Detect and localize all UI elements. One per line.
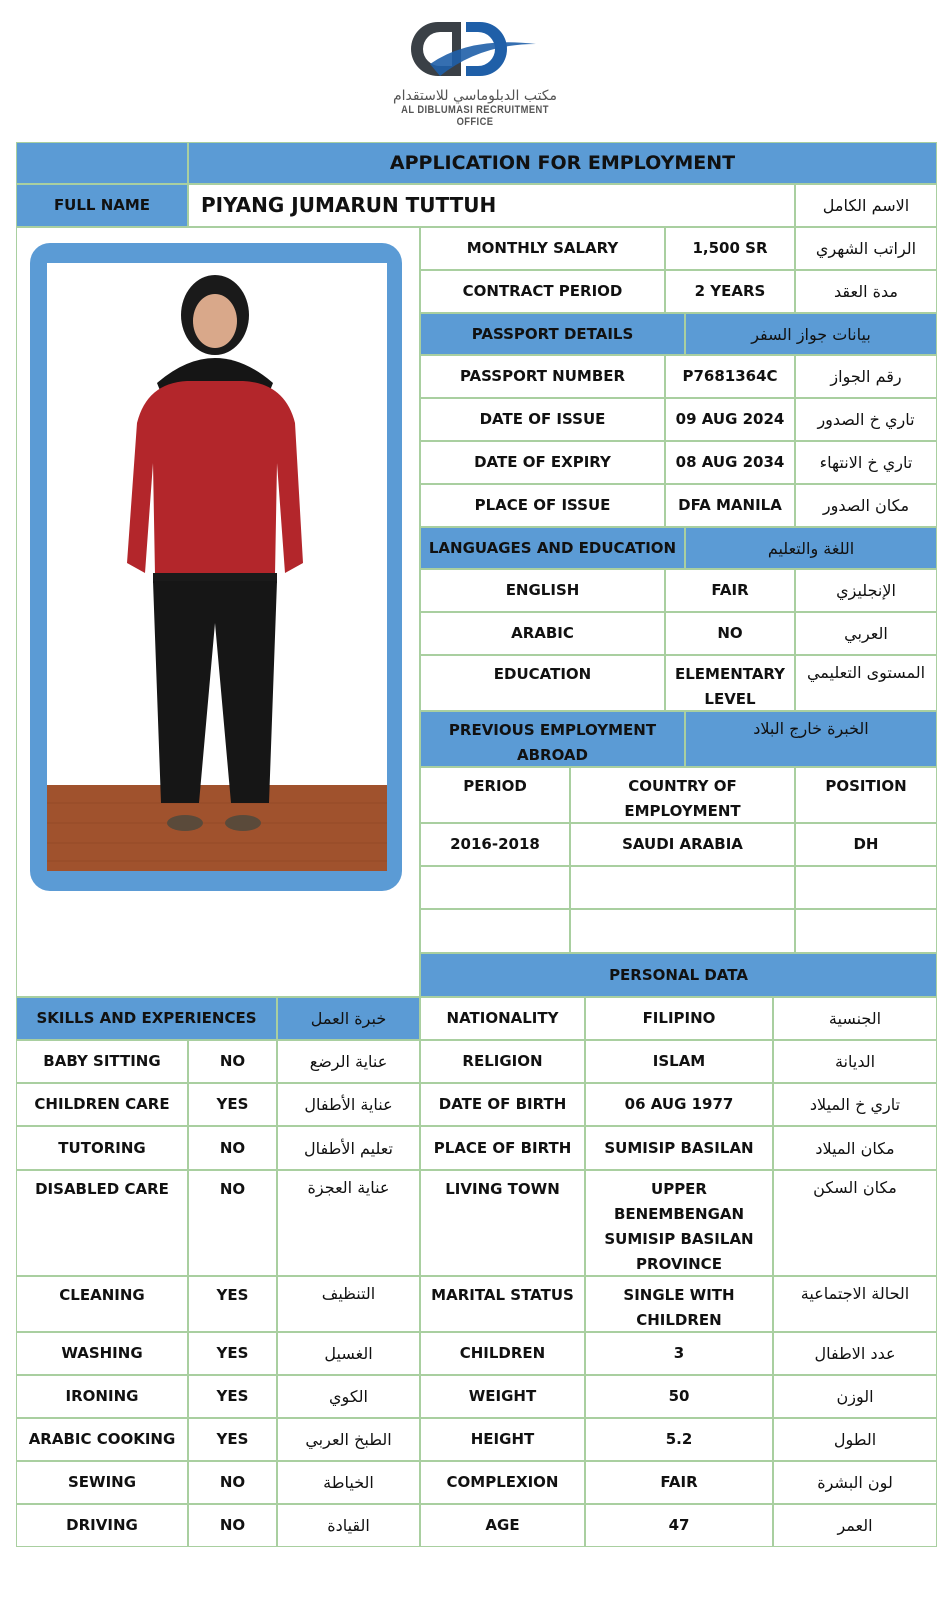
english-label-ar: الإنجليزي [795, 569, 937, 612]
skill-value: NO [188, 1461, 277, 1504]
personal-label-ar: الحالة الاجتماعية [773, 1276, 937, 1332]
skill-value: NO [188, 1126, 277, 1170]
empty-cell [570, 909, 795, 953]
personal-label: NATIONALITY [420, 997, 585, 1040]
monthly-salary-label: MONTHLY SALARY [420, 227, 665, 270]
personal-data-header: PERSONAL DATA [420, 953, 937, 997]
personal-label: RELIGION [420, 1040, 585, 1083]
personal-value: FILIPINO [585, 997, 773, 1040]
date-of-issue-label: DATE OF ISSUE [420, 398, 665, 441]
skill-label: CHILDREN CARE [16, 1083, 188, 1126]
skill-value: YES [188, 1375, 277, 1418]
skill-value: YES [188, 1332, 277, 1375]
place-of-issue-label: PLACE OF ISSUE [420, 484, 665, 527]
skills-header-ar: خبرة العمل [277, 997, 420, 1040]
skill-value: NO [188, 1040, 277, 1083]
english-label: ENGLISH [420, 569, 665, 612]
skill-label-ar: تعليم الأطفال [277, 1126, 420, 1170]
passport-number-label-ar: رقم الجواز [795, 355, 937, 398]
skill-label-ar: عناية الأطفال [277, 1083, 420, 1126]
skill-label: CLEANING [16, 1276, 188, 1332]
skill-label: SEWING [16, 1461, 188, 1504]
skill-value: NO [188, 1504, 277, 1547]
personal-label: MARITAL STATUS [420, 1276, 585, 1332]
date-of-expiry-label: DATE OF EXPIRY [420, 441, 665, 484]
passport-header: PASSPORT DETAILS [420, 313, 685, 355]
date-of-issue-value: 09 AUG 2024 [665, 398, 795, 441]
column-position: POSITION [795, 767, 937, 823]
empty-cell [795, 866, 937, 909]
education-value: ELEMENTARY LEVEL [665, 655, 795, 711]
personal-label: CHILDREN [420, 1332, 585, 1375]
personal-label-ar: لون البشرة [773, 1461, 937, 1504]
date-of-issue-label-ar: تاري خ الصدور [795, 398, 937, 441]
personal-label: AGE [420, 1504, 585, 1547]
column-country: COUNTRY OF EMPLOYMENT [570, 767, 795, 823]
empty-cell [420, 909, 570, 953]
place-of-issue-value: DFA MANILA [665, 484, 795, 527]
skill-label-ar: الخياطة [277, 1461, 420, 1504]
skill-label-ar: الغسيل [277, 1332, 420, 1375]
personal-value: 47 [585, 1504, 773, 1547]
languages-header: LANGUAGES AND EDUCATION [420, 527, 685, 569]
personal-label: COMPLEXION [420, 1461, 585, 1504]
logo-text-arabic: مكتب الدبلوماسي للاستقدام [392, 88, 558, 104]
education-label-ar: المستوى التعليمي [795, 655, 937, 711]
skill-label: ARABIC COOKING [16, 1418, 188, 1461]
personal-label: PLACE OF BIRTH [420, 1126, 585, 1170]
skill-label: BABY SITTING [16, 1040, 188, 1083]
personal-label-ar: عدد الاطفال [773, 1332, 937, 1375]
contract-period-label-ar: مدة العقد [795, 270, 937, 313]
personal-label: HEIGHT [420, 1418, 585, 1461]
personal-value: FAIR [585, 1461, 773, 1504]
logo-mark [410, 18, 540, 82]
skill-value: YES [188, 1083, 277, 1126]
arabic-label: ARABIC [420, 612, 665, 655]
employment-period: 2016-2018 [420, 823, 570, 866]
skill-value: YES [188, 1276, 277, 1332]
skill-value: NO [188, 1170, 277, 1276]
previous-employment-header: PREVIOUS EMPLOYMENT ABROAD [420, 711, 685, 767]
title-spacer [16, 142, 188, 184]
skill-label: IRONING [16, 1375, 188, 1418]
column-period: PERIOD [420, 767, 570, 823]
empty-cell [420, 866, 570, 909]
skill-value: YES [188, 1418, 277, 1461]
skills-header: SKILLS AND EXPERIENCES [16, 997, 277, 1040]
skill-label-ar: القيادة [277, 1504, 420, 1547]
personal-value: SUMISIP BASILAN [585, 1126, 773, 1170]
skill-label: DRIVING [16, 1504, 188, 1547]
skill-label-ar: الطبخ العربي [277, 1418, 420, 1461]
monthly-salary-label-ar: الراتب الشهري [795, 227, 937, 270]
date-of-expiry-value: 08 AUG 2034 [665, 441, 795, 484]
personal-value: 5.2 [585, 1418, 773, 1461]
skill-label: DISABLED CARE [16, 1170, 188, 1276]
passport-number-label: PASSPORT NUMBER [420, 355, 665, 398]
full-name-value: PIYANG JUMARUN TUTTUH [188, 184, 795, 227]
personal-label-ar: الوزن [773, 1375, 937, 1418]
personal-label-ar: العمر [773, 1504, 937, 1547]
personal-label: WEIGHT [420, 1375, 585, 1418]
full-name-label-ar: الاسم الكامل [795, 184, 937, 227]
skill-label: TUTORING [16, 1126, 188, 1170]
skill-label-ar: عناية العجزة [277, 1170, 420, 1276]
arabic-label-ar: العربي [795, 612, 937, 655]
personal-value: 3 [585, 1332, 773, 1375]
personal-value: ISLAM [585, 1040, 773, 1083]
personal-value: UPPER BENEMBENGAN SUMISIP BASILAN PROVINCE [585, 1170, 773, 1276]
skill-label: WASHING [16, 1332, 188, 1375]
empty-cell [570, 866, 795, 909]
personal-label-ar: الطول [773, 1418, 937, 1461]
personal-label: LIVING TOWN [420, 1170, 585, 1276]
skill-label-ar: الكوي [277, 1375, 420, 1418]
monthly-salary-value: 1,500 SR [665, 227, 795, 270]
place-of-issue-label-ar: مكان الصدور [795, 484, 937, 527]
english-value: FAIR [665, 569, 795, 612]
empty-cell [795, 909, 937, 953]
date-of-expiry-label-ar: تاري خ الانتهاء [795, 441, 937, 484]
previous-employment-header-ar: الخبرة خارج البلاد [685, 711, 937, 767]
logo-text-english: AL DIBLUMASI RECRUITMENT OFFICE [401, 104, 549, 128]
personal-label: DATE OF BIRTH [420, 1083, 585, 1126]
passport-header-ar: بيانات جواز السفر [685, 313, 937, 355]
full-name-label: FULL NAME [16, 184, 188, 227]
personal-value: 50 [585, 1375, 773, 1418]
company-logo [380, 18, 570, 136]
personal-label-ar: تاري خ الميلاد [773, 1083, 937, 1126]
languages-header-ar: اللغة والتعليم [685, 527, 937, 569]
employment-country: SAUDI ARABIA [570, 823, 795, 866]
contract-period-label: CONTRACT PERIOD [420, 270, 665, 313]
personal-label-ar: الجنسية [773, 997, 937, 1040]
personal-value: 06 AUG 1977 [585, 1083, 773, 1126]
personal-label-ar: مكان السكن [773, 1170, 937, 1276]
skill-label-ar: التنظيف [277, 1276, 420, 1332]
applicant-photo [47, 263, 387, 871]
personal-label-ar: مكان الميلاد [773, 1126, 937, 1170]
personal-label-ar: الديانة [773, 1040, 937, 1083]
personal-value: SINGLE WITH CHILDREN [585, 1276, 773, 1332]
employment-position: DH [795, 823, 937, 866]
education-label: EDUCATION [420, 655, 665, 711]
form-title: APPLICATION FOR EMPLOYMENT [188, 142, 937, 184]
contract-period-value: 2 YEARS [665, 270, 795, 313]
arabic-value: NO [665, 612, 795, 655]
passport-number-value: P7681364C [665, 355, 795, 398]
skill-label-ar: عناية الرضع [277, 1040, 420, 1083]
